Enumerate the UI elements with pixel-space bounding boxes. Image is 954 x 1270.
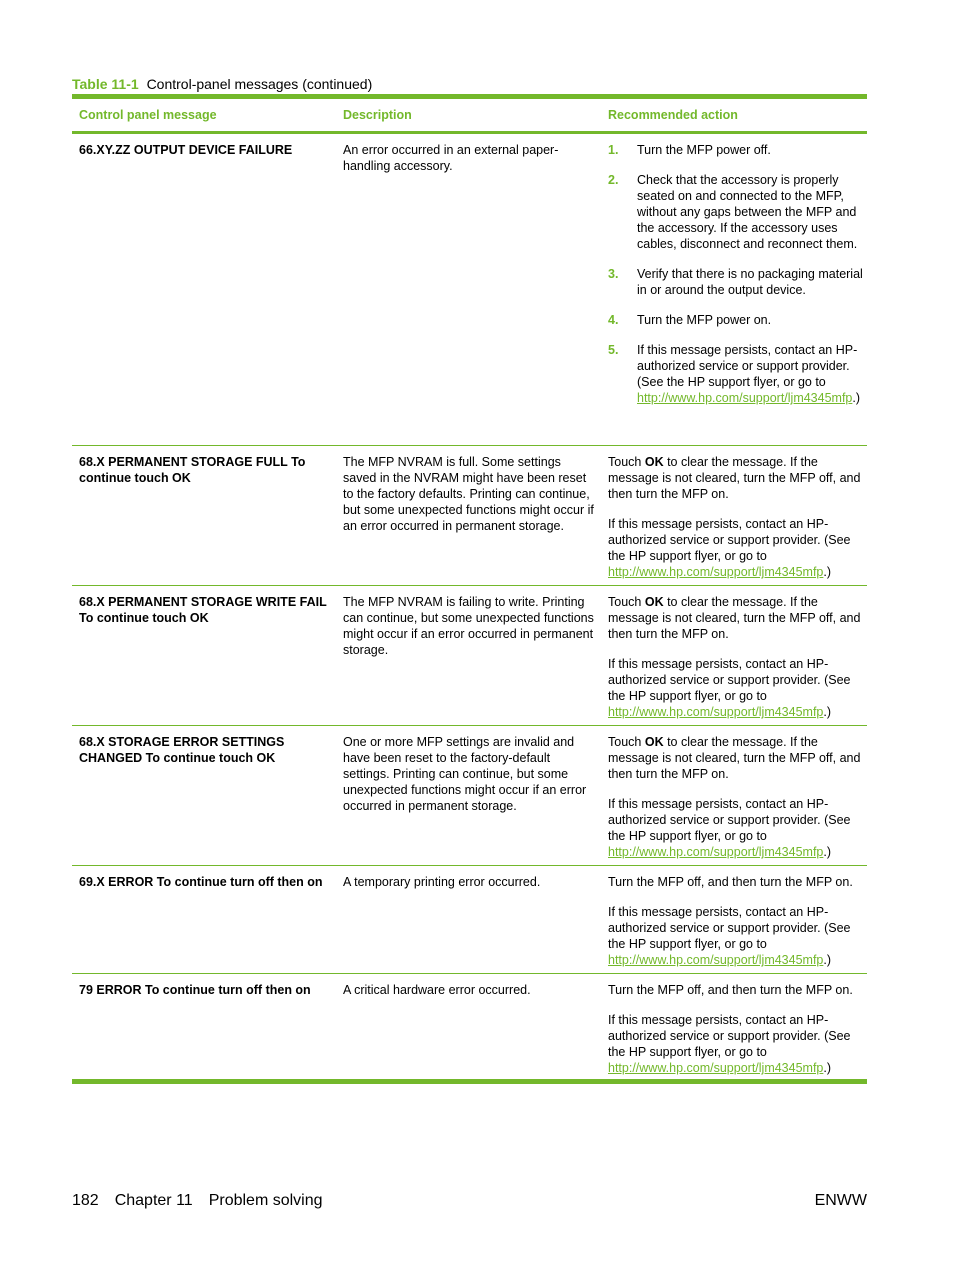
action-paragraph	[608, 656, 863, 720]
step-text: Turn the MFP power off.	[637, 143, 771, 157]
action-text: to clear the message. If the message is not cleared, turn the MFP off, and then turn the MFP on.	[608, 595, 861, 641]
header-action: Recommended action	[608, 108, 738, 122]
action-cell	[602, 594, 867, 725]
action-text: Touch	[608, 595, 645, 609]
ok-key-label: OK	[644, 595, 664, 609]
step-number: 3.	[608, 267, 619, 281]
action-text-end: .)	[823, 565, 832, 579]
step-text: Turn the MFP power on.	[637, 313, 772, 327]
action-text-end: .)	[823, 953, 832, 967]
action-paragraph	[608, 734, 863, 782]
table-row	[72, 974, 867, 1079]
action-cell	[602, 454, 867, 585]
action-cell	[602, 734, 867, 865]
page-number: 182	[72, 1192, 99, 1209]
message-cell: 68.X PERMANENT STORAGE WRITE FAIL To continue touch OK	[79, 595, 327, 625]
table-number: Table 11-1	[72, 76, 139, 92]
table-row	[72, 134, 867, 446]
message-cell: 68.X STORAGE ERROR SETTINGS CHANGED To continue touch OK	[79, 735, 285, 765]
action-text: If this message persists, contact an HP-authorized service or support provider. (See the HP support flyer, or go to	[608, 905, 851, 951]
action-text: Touch	[608, 455, 645, 469]
message-cell: 79 ERROR To continue turn off then on	[79, 983, 311, 997]
step-text: Check that the accessory is properly seated on and connected to the MFP, without any gaps between the MFP and the accessory. If the accessory uses cables, disconnect and reconnect them.	[637, 173, 858, 251]
action-text: to clear the message. If the message is not cleared, turn the MFP off, and then turn the MFP on.	[608, 735, 861, 781]
action-paragraph: Turn the MFP off, and then turn the MFP on.	[608, 983, 853, 997]
action-paragraph	[608, 1012, 863, 1076]
step	[608, 142, 863, 158]
action-paragraph	[608, 796, 863, 860]
table-row	[72, 866, 867, 974]
section-label: Problem solving	[208, 1192, 323, 1209]
action-cell	[602, 982, 867, 1079]
footer-left	[72, 1192, 339, 1210]
action-text: If this message persists, contact an HP-authorized service or support provider. (See the HP support flyer, or go to	[608, 517, 851, 563]
action-text: Touch	[608, 735, 645, 749]
step	[608, 342, 863, 406]
step	[608, 172, 863, 252]
action-cell	[602, 142, 867, 445]
step-text-end: .)	[852, 391, 861, 405]
action-text: If this message persists, contact an HP-authorized service or support provider. (See the HP support flyer, or go to	[608, 657, 851, 703]
message-cell: 68.X PERMANENT STORAGE FULL To continue touch OK	[79, 455, 306, 485]
action-text-end: .)	[823, 705, 832, 719]
step-number: 4.	[608, 313, 619, 327]
action-paragraph: Turn the MFP off, and then turn the MFP on.	[608, 875, 853, 889]
step-number: 1.	[608, 143, 619, 157]
ok-key-label: OK	[644, 735, 664, 749]
action-text: If this message persists, contact an HP-authorized service or support provider. (See the HP support flyer, or go to	[608, 1013, 851, 1059]
table-row	[72, 446, 867, 586]
step	[608, 312, 863, 328]
description-cell: The MFP NVRAM is failing to write. Printing can continue, but some unexpected functions might occur if an error occurred in permanent storage.	[343, 595, 594, 657]
action-text: If this message persists, contact an HP-authorized service or support provider. (See the HP support flyer, or go to	[608, 797, 851, 843]
description-cell: An error occurred in an external paper-handling accessory.	[343, 143, 559, 173]
table-header	[72, 99, 867, 134]
action-paragraph	[608, 516, 863, 580]
support-link[interactable]: http://www.hp.com/support/ljm4345mfp	[637, 391, 853, 405]
step-number: 5.	[608, 343, 619, 357]
step-number: 2.	[608, 173, 619, 187]
table-caption	[72, 76, 372, 92]
action-text-end: .)	[823, 1061, 832, 1075]
header-description: Description	[343, 108, 412, 122]
control-panel-messages-table	[72, 94, 867, 1084]
step-text: Verify that there is no packaging material in or around the output device.	[637, 267, 863, 297]
table-row	[72, 586, 867, 726]
action-paragraph	[608, 594, 863, 642]
support-link[interactable]: http://www.hp.com/support/ljm4345mfp	[608, 953, 824, 967]
action-cell	[602, 874, 867, 973]
message-cell: 66.XY.ZZ OUTPUT DEVICE FAILURE	[79, 143, 293, 157]
action-text-end: .)	[823, 845, 832, 859]
step-text: If this message persists, contact an HP-authorized service or support provider. (See the HP support flyer, or go to	[637, 343, 858, 389]
support-link[interactable]: http://www.hp.com/support/ljm4345mfp	[608, 1061, 824, 1075]
support-link[interactable]: http://www.hp.com/support/ljm4345mfp	[608, 565, 824, 579]
action-paragraph	[608, 454, 863, 502]
description-cell: The MFP NVRAM is full. Some settings saved in the NVRAM might have been reset to the factory defaults. Printing can continue, but some unexpected functions might occur if an error occurred in permanent storage.	[343, 455, 594, 533]
page-footer	[72, 1192, 867, 1210]
description-cell: A temporary printing error occurred.	[343, 875, 541, 889]
ok-key-label: OK	[644, 455, 664, 469]
description-cell: A critical hardware error occurred.	[343, 983, 531, 997]
step	[608, 266, 863, 298]
table-row	[72, 726, 867, 866]
footer-right: ENWW	[814, 1192, 867, 1209]
support-link[interactable]: http://www.hp.com/support/ljm4345mfp	[608, 845, 824, 859]
table-title: Control-panel messages (continued)	[146, 76, 373, 92]
action-paragraph	[608, 904, 863, 968]
chapter-label: Chapter 11	[114, 1192, 193, 1209]
header-message: Control panel message	[79, 108, 217, 122]
description-cell: One or more MFP settings are invalid and have been reset to the factory-default settings. Printing can continue, but some unexpected functions might occur if an error occurred in permanent storage.	[343, 735, 587, 813]
support-link[interactable]: http://www.hp.com/support/ljm4345mfp	[608, 705, 824, 719]
message-cell: 69.X ERROR To continue turn off then on	[79, 875, 323, 889]
action-text: to clear the message. If the message is not cleared, turn the MFP off, and then turn the MFP on.	[608, 455, 861, 501]
